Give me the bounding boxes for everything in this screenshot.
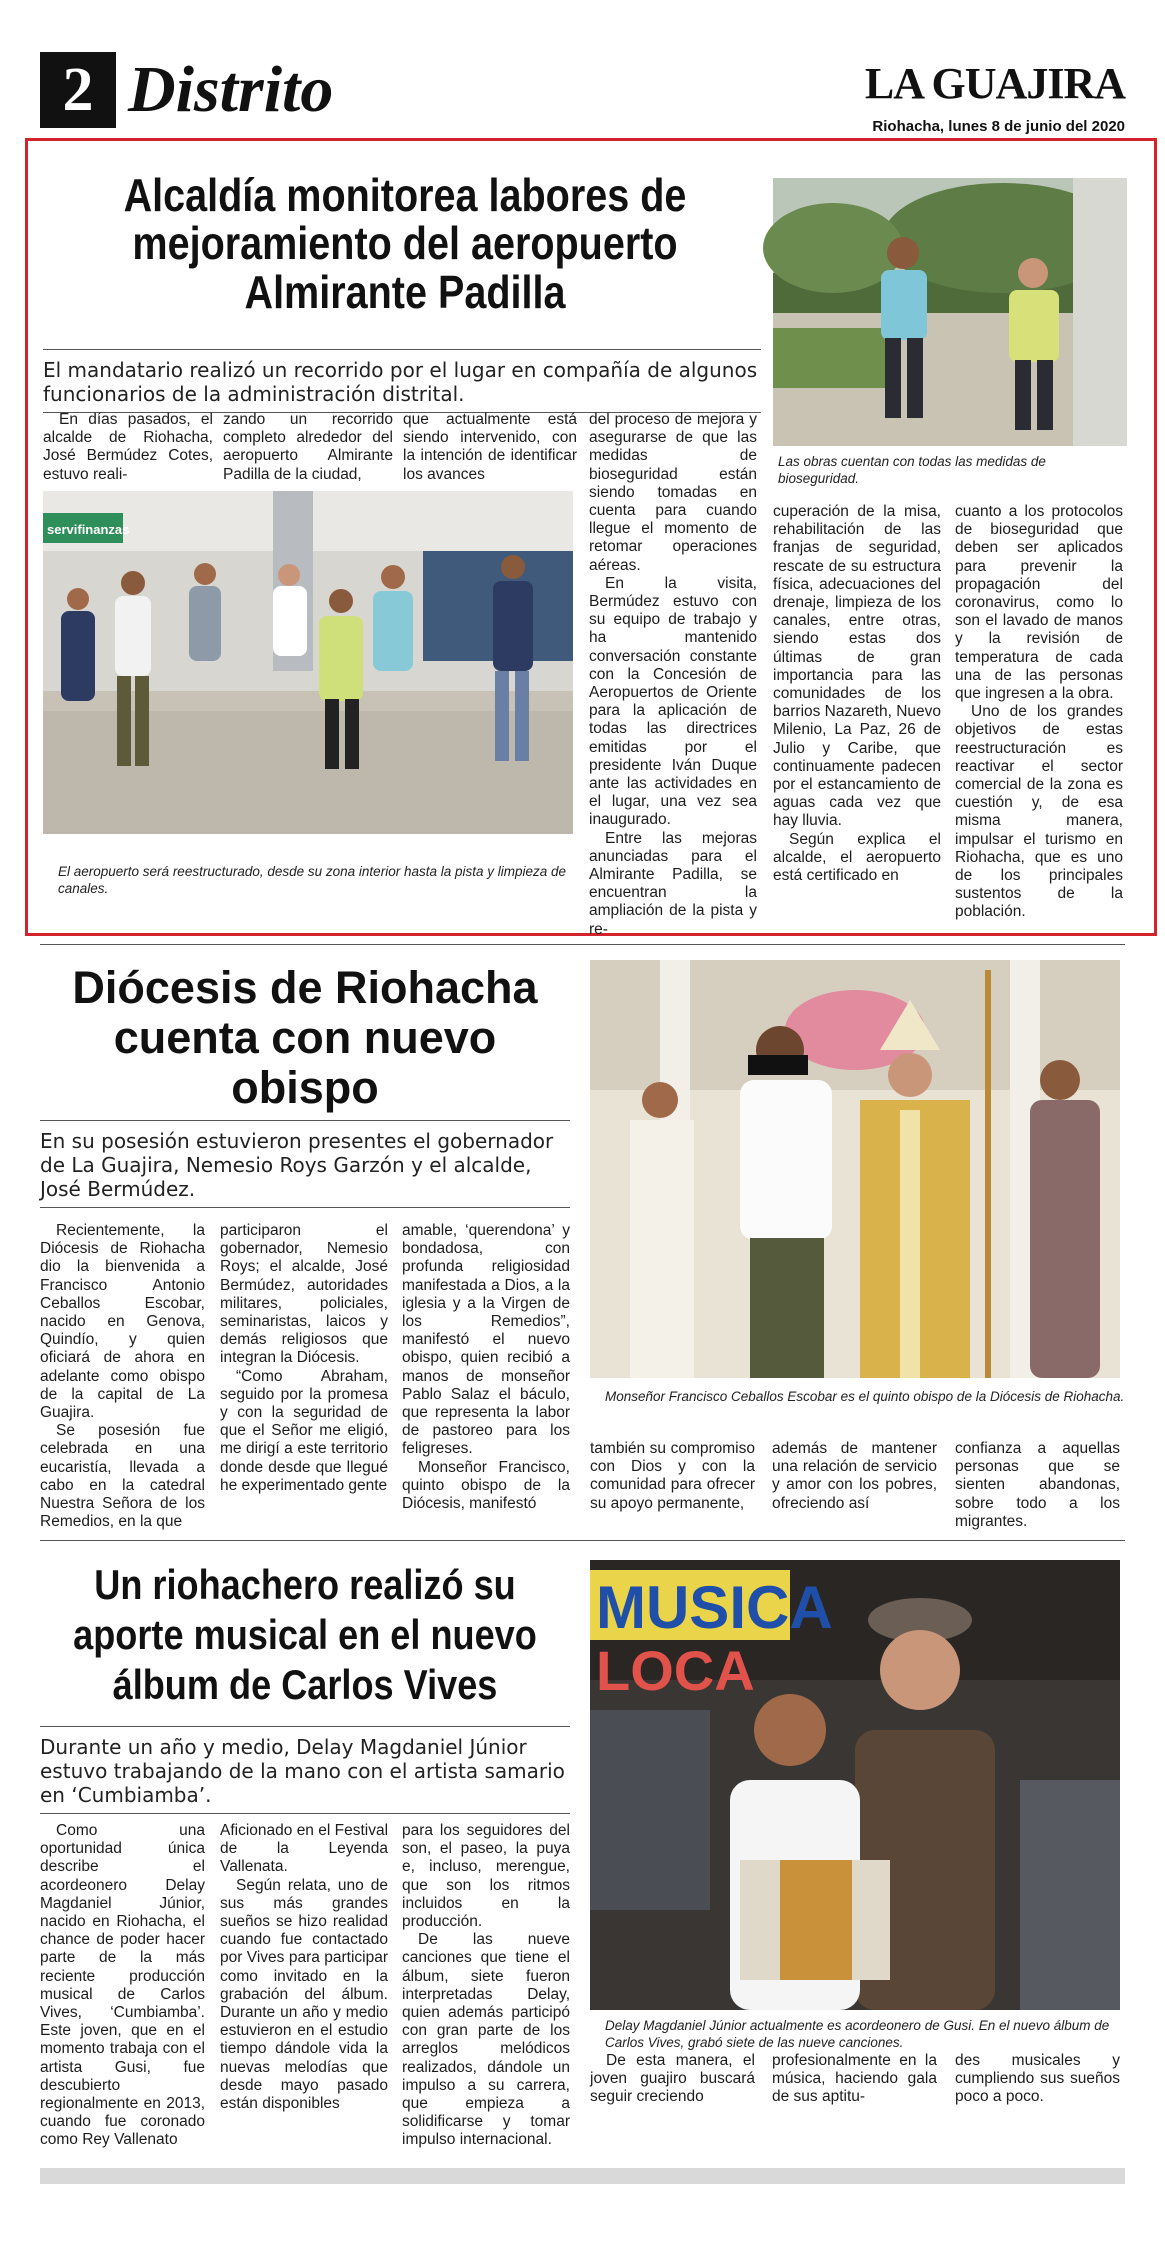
photo-airport-visit <box>773 178 1127 446</box>
dateline: Riohacha, lunes 8 de junio del 2020 <box>872 118 1125 135</box>
paragraph: Según relata, uno de sus más grandes sueños se hizo realidad cuando fue contactado por Vives para participar como invitado en la grabación del álbum. Durante un año y medio estuvieron en el estudio tiempo dándole vida la nuevas melodías que desde mayo pasado están disponibles <box>220 1876 388 2113</box>
article-airport <box>25 138 1157 936</box>
page-number: 2 <box>40 52 116 128</box>
paragraph: “Como Abraham, seguido por la promesa y con la seguridad de que el Señor me eligió, me dirigí a este territorio donde desde que llegué he experimentado gente <box>220 1367 388 1494</box>
body-column <box>955 503 1123 925</box>
paragraph: amable, ‘querendona’ y bondadosa, con profunda religiosidad manifestada a Dios, a la iglesia y a la Virgen de los Remedios”, manifestó el nuevo obispo, quien recibió a manos de monseñor Pablo Salaz el báculo, que representa la labor de pastoreo para los feligreses. <box>402 1222 570 1458</box>
body-column <box>773 503 941 925</box>
paragraph: también su compromiso con Dios y con la comunidad para ofrecer su apoyo permanente, <box>590 1440 755 1512</box>
photo-airport-interior-image <box>43 491 573 834</box>
article-deck: En su posesión estuvieron presentes el gobernador de La Guajira, Nemesio Roys Garzón y el alcalde, José Bermúdez. <box>40 1120 570 1208</box>
paragraph: Entre las mejoras anunciadas para el Almirante Padilla, se encuentran la ampliación de la pista y re- <box>589 829 757 938</box>
paragraph: que actualmente está siendo intervenido, con la intención de identificar los avances <box>403 411 577 483</box>
body-column <box>590 1440 755 1516</box>
section-divider <box>40 944 1125 945</box>
paragraph: Se posesión fue celebrada en una eucaristía, llevada a cabo en la catedral Nuestra Señora de los Remedios, en la que <box>40 1422 205 1531</box>
body-column <box>403 411 577 481</box>
body-column <box>589 411 757 938</box>
paragraph: participaron el gobernador, Nemesio Roys; el alcalde, José Bermúdez, autoridades militares, policiales, seminaristas, laicos y demás religiosos que integran la Diócesis. <box>220 1222 388 1367</box>
paragraph: confianza a aquellas personas que se sienten abandonas, sobre todo a los migrantes. <box>955 1440 1120 1530</box>
paragraph: De esta manera, el joven guajiro buscará seguir creciendo <box>590 2052 755 2106</box>
photo-sign-text: LOCA <box>596 1639 755 1702</box>
headline: Diócesis de Riohacha cuenta con nuevo obispo <box>72 962 538 1113</box>
paragraph: del proceso de mejora y asegurarse de que las medidas de bioseguridad están siendo tomadas en cuenta para cuando llegue el momento de retomar operaciones aéreas. <box>589 411 757 574</box>
photo-sign-text: servifinanzas <box>47 522 130 537</box>
headline: Un riohachero realizó su aporte musical en el nuevo álbum de Carlos Vives <box>73 1561 537 1708</box>
body-column <box>772 2052 937 2162</box>
body-column <box>402 1822 570 2162</box>
paragraph: Uno de los grandes objetivos de estas reestructuración es reactivar el sector comercial de la zona es cuestión y, de esa misma manera, impulsar el turismo en Riohacha, que es uno de los principales sustentos de la población. <box>955 703 1123 921</box>
paragraph: Aficionado en el Festival de la Leyenda Vallenata. <box>220 1822 389 1876</box>
photo-caption-main: El aeropuerto será reestructurado, desde su zona interior hasta la pista y limpieza de canales. <box>58 864 567 896</box>
article-deck: Durante un año y medio, Delay Magdaniel Júnior estuvo trabajando de la mano con el artista samario en ‘Cumbiamba’. <box>40 1726 570 1814</box>
paragraph: En la visita, Bermúdez estuvo con su equipo de trabajo y ha mantenido conversación constante con la Concesión de Aeropuertos de Oriente para la aplicación de todas las directrices emitidas por el presidente Iván Duque ante las actividades en el lugar, una vez sea inaugurado. <box>589 574 757 829</box>
article-musician <box>40 1560 1125 2180</box>
photo-airport-interior <box>43 491 573 834</box>
paragraph: Como una oportunidad única describe el acordeonero Delay Magdaniel Júnior, nacido en Riohacha, el chance de poder hacer parte de la más reciente producción musical de Carlos Vives, ‘Cumbiamba’. Este joven, que en el momento trabaja con el artista Gusi, fue descubierto regionalmente en 2013, cuando fue coronado como Rey Vallenato <box>40 1822 205 2149</box>
paragraph: profesionalmente en la música, haciendo gala de sus aptitu- <box>772 2052 937 2106</box>
paragraph: Según explica el alcalde, el aeropuerto está certificado en <box>773 830 941 885</box>
paragraph: Recientemente, la Diócesis de Riohacha dio la bienvenida a Francisco Antonio Ceballos Escobar, nacido en Genova, Quindío, y quien oficiará de ahora en adelante como obispo de la capital de La Guajira. <box>40 1222 205 1422</box>
paragraph: des musicales y cumpliendo sus sueños poco a poco. <box>955 2052 1120 2106</box>
newspaper-logo: LA GUAJIRA <box>864 59 1125 108</box>
photo-caption: Delay Magdaniel Júnior actualmente es acordeonero de Gusi. En el nuevo álbum de Carlos Vives, grabó siete de las nueve canciones. <box>605 2018 1110 2050</box>
article-bishop <box>40 960 1125 1531</box>
body-column <box>402 1222 570 1514</box>
article-body <box>40 1222 1125 1531</box>
footer-bar <box>40 2168 1125 2184</box>
paragraph: cuperación de la misa, rehabilitación de las franjas de seguridad, rescate de su estructura física, adecuaciones del drenaje, limpieza de los canales, entre otras, siendo estas dos últimas de gran importancia para las comunidades de los barrios Nazareth, Nuevo Milenio, La Paz, 26 de Julio y Caribe, que continuamente padecen por el estancamiento de aguas cada vez que hay lluvia. <box>773 503 941 830</box>
article-body <box>40 1822 1125 2162</box>
body-column <box>772 1440 937 1516</box>
paragraph: además de mantener una relación de servicio y amor con los pobres, ofreciendo así <box>772 1440 937 1512</box>
photo-airport-visit-image <box>773 178 1127 446</box>
article-deck: El mandatario realizó un recorrido por el lugar en compañía de algunos funcionarios de la administración distrital. <box>43 349 761 413</box>
section-divider <box>40 1540 1125 1541</box>
headline: Alcaldía monitorea labores de mejoramiento del aeropuerto Almirante Padilla <box>123 169 687 318</box>
body-column <box>223 411 393 481</box>
paragraph: para los seguidores del son, el paseo, la puya e, incluso, merengue, que son los ritmos incluidos en la producción. <box>402 1822 570 1931</box>
body-column <box>955 2052 1120 2162</box>
body-column <box>220 1222 388 1514</box>
body-column <box>590 2052 755 2162</box>
photo-sign-text: MUSICA <box>596 1574 833 1641</box>
paragraph: cuanto a los protocolos de bioseguridad que deben ser aplicados para prevenir la propagación del coronavirus, como lo son el lavado de manos y la revisión de temperatura de cada una de las personas que ingresen a la obra. <box>955 503 1123 703</box>
section-title: Distrito <box>128 53 334 126</box>
body-column <box>40 1222 205 1531</box>
body-column <box>220 1822 388 2162</box>
paragraph: En días pasados, el alcalde de Riohacha, José Bermúdez Cotes, estuvo reali- <box>43 411 213 483</box>
paragraph: zando un recorrido completo alrededor del aeropuerto Almirante Padilla de la ciudad, <box>223 411 393 483</box>
paragraph: De las nueve canciones que tiene el álbum, siete fueron interpretadas Delay, quien además participó con gran parte de los arreglos melódicos realizados, dándole un impulso a su carrera, que empieza a solidificarse y tomar impulso internacional. <box>402 1931 570 2149</box>
body-column <box>955 1440 1120 1530</box>
paragraph: Monseñor Francisco, quinto obispo de la Diócesis, manifestó <box>402 1458 570 1513</box>
body-column <box>40 1822 205 2162</box>
photo-caption-side: Las obras cuentan con todas las medidas de bioseguridad. <box>778 454 1046 486</box>
body-column <box>43 411 213 481</box>
page-header <box>40 52 1125 137</box>
photo-caption: Monseñor Francisco Ceballos Escobar es el quinto obispo de la Diócesis de Riohacha. <box>605 1389 1125 1404</box>
